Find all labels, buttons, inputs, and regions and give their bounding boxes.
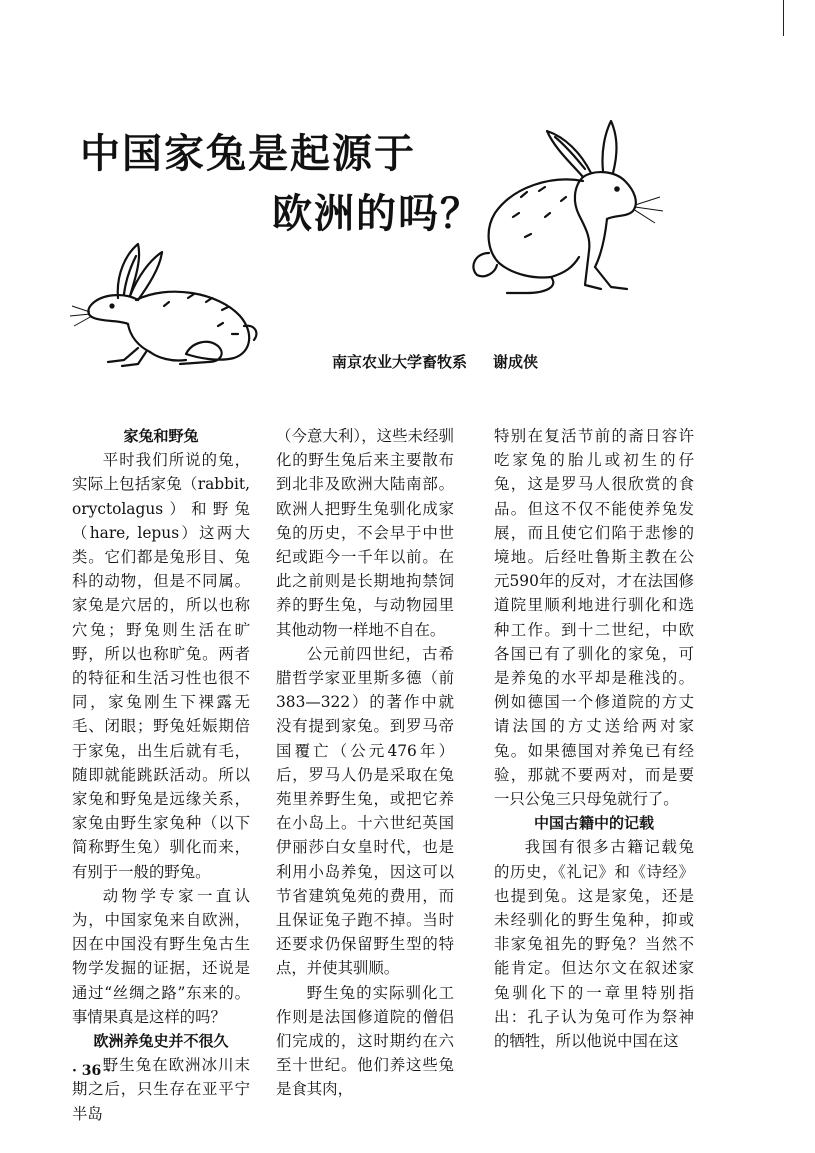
- text-column-3: [494, 424, 694, 1053]
- text-column-1: [72, 424, 250, 1126]
- paragraph: 平时我们所说的兔，实际上包括家兔（rabbit, oryctolagus）和野兔（hare, lepus）这两大类。它们都是兔形目、兔科的动物，但是不同属。家兔是穴居的，所以也称穴兔；野兔则生活在旷野，所以也称旷兔。两者的特征和生活习性也很不同，家兔刚生下裸露无毛、闭眼；野兔妊娠期倍于家兔，出生后就有毛，随即就能跳跃活动。所以家兔和野兔是远缘关系，家兔由野生家兔种（以下简称野生兔）驯化而来，有别于一般的野兔。: [72, 451, 250, 881]
- text-column-2: [276, 424, 454, 1102]
- paragraph: 野生兔的实际驯化工作则是法国修道院的僧侣们完成的，这时期约在六至十世纪。他们养这些兔是食其肉，: [276, 983, 454, 1099]
- paragraph: 我国有很多古籍记载兔的历史，《礼记》和《诗经》也提到兔。这是家兔，还是未经驯化的野生兔种，抑或非家兔祖先的野兔？当然不能肯定。但达尔文在叙述家兔驯化下的一章里特别指出：孔子认为兔可作为祭神的牺牲，所以他说中国在这: [494, 838, 694, 1051]
- author-affiliation: 南京农业大学畜牧系: [332, 353, 468, 371]
- section-heading-china-records: 中国古籍中的记载: [533, 814, 654, 833]
- paragraph: （今意大利），这些未经驯化的野生兔后来主要散布到北非及欧洲大陆南部。欧洲人把野生兔驯化成家兔的历史，不会早于中世纪或距今一千年以前。在此之前则是长期地拘禁饲养的野生兔，与动物园里其他动物一样地不自在。: [276, 427, 454, 639]
- paragraph: 特别在复活节前的斋日容许吃家兔的胎儿或初生的仔兔，这是罗马人很欣赏的食品。但这不仅不能使养兔发展，而且使它们陷于悲惨的境地。后经吐鲁斯主教在公元590年的反对，才在法国修道院里顺利地进行驯化和选种工作。到十二世纪，中欧各国已有了驯化的家兔，可是养兔的水平却是稚浅的。例如德国一个修道院的方丈请法国的方丈送给两对家兔。如果德国对养兔已有经验，那就不要两对，而是要一只公兔三只母兔就行了。: [494, 427, 694, 809]
- article-title-line-2: 欧洲的吗？: [272, 190, 482, 237]
- page-number: · 36 ·: [72, 1063, 111, 1079]
- rabbit-illustration-right: [455, 117, 670, 307]
- author-name: 谢成侠: [493, 353, 539, 371]
- byline: [332, 351, 538, 372]
- scan-edge-line: [783, 0, 784, 36]
- paragraph: 公元前四世纪，古希腊哲学家亚里斯多德（前383—322）的著作中就没有提到家兔。到罗马帝国覆亡（公元476年）后，罗马人仍是采取在兔苑里养野生兔，或把它养在小岛上。十六世纪英国伊丽莎白女皇时代，也是利用小岛养兔，因这可以节省建筑兔苑的费用，而且保证兔子跑不掉。当时还要求仍保留野生型的特点，并使其驯顺。: [276, 644, 454, 978]
- paragraph: 野生兔在欧洲冰川末期之后，只生存在亚平宁半岛: [72, 1056, 250, 1123]
- section-heading-europe-history: 欧洲养兔史并不很久: [93, 1032, 229, 1051]
- section-heading-rabbit-and-hare: 家兔和野兔: [123, 427, 199, 445]
- paragraph: 动物学专家一直认为，中国家兔来自欧洲，因在中国没有野生兔古生物学发掘的证据，还说是通过“丝绸之路”东来的。事情果真是这样的吗？: [72, 886, 250, 1026]
- article-title-line-1: 中国家兔是起源于: [80, 130, 416, 177]
- rabbit-illustration-left: [68, 236, 268, 376]
